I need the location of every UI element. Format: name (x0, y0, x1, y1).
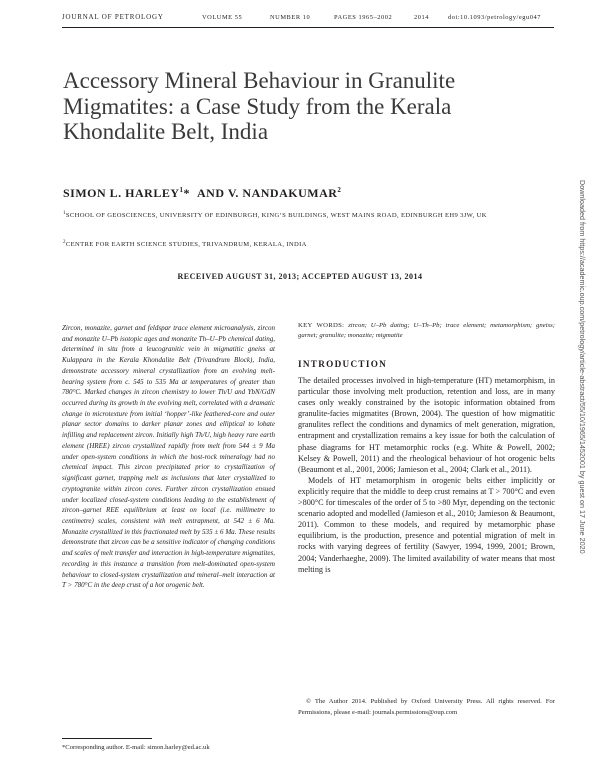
affiliation-1-text: SCHOOL OF GEOSCIENCES, UNIVERSITY OF EDINBURGH, KING’S BUILDINGS, WEST MAINS ROAD, EDINBURGH EH9 3JW, UK (65, 212, 487, 220)
copyright-notice: © The Author 2014. Published by Oxford University Press. All rights reserved. For Permissions, please e-mail: journals.permissions@oup.com (298, 698, 555, 716)
abstract: Zircon, monazite, garnet and feldspar trace element microanalysis, zircon and monazite U–Pb isotopic ages and monazite Th–U–Pb chemical dating, determined in situ from a leucogranitic vein in migmatitic gneiss at Kulappara in the Kerala Khondalite Belt (Trivandrum Block), India, demonstrate accessory mineral crystallization from an evolving melt-bearing system from c. 545 to 535 Ma at temperatures of greater than 780°C. Marked changes in zircon chemistry to lower Th/U and YbN/GdN occurred during its growth in the evolving melt, correlated with a dramatic change in microtexture from initial ‘hopper’-like feathered-core and outer planar sector domains to darker planar zones and elliptical to lobate infilling and replacement zircon. Initially high Th/U, high heavy rare earth element (HREE) zircon crystallized rapidly from melt from 544 ± 9 Ma under open-system conditions in which the host-rock mineralogy had no chemical impact. This zircon precipitated prior to crystallization of significant garnet, trapping melt as inclusions that later crystallized to cryptogranite within zircon cores. Further zircon crystallization ensued under localized closed-system conditions leading to the establishment of zircon–garnet REE equilibrium at least on local (i.e. millimetre to centimetre) scales, consistent with melt entrapment, at 542 ± 6 Ma. Monazite crystallized in this fractionated melt by 535 ± 6 Ma. These results demonstrate that zircon can be a sensitive indicator of changing conditions and scales of melt transfer and interaction in high-temperature migmatites, recording in this instance a transition from melt-dominated open-system behaviour to closed-system crystallization and mineral–melt interaction at T > 780°C in the deep crust of a hot orogenic belt. (62, 324, 275, 590)
affiliation-2-text: CENTRE FOR EARTH SCIENCE STUDIES, TRIVANDRUM, KERALA, INDIA (65, 241, 307, 249)
download-watermark-text: Downloaded from https://academic.oup.com/petrology/article-abstract/55/10/1965/1452001 by guest on 17 June 2020 (578, 180, 587, 554)
author-2-name[interactable]: V. NANDAKUMAR (227, 186, 338, 200)
year-label: 2014 (414, 14, 429, 21)
download-watermark (578, 180, 597, 590)
author-2-affil-sup: 2 (337, 186, 342, 194)
introduction-heading: INTRODUCTION (298, 359, 388, 369)
affiliation-2 (63, 237, 553, 250)
author-1-affil-sup: 1 (179, 186, 184, 194)
corresponding-mark: * (183, 186, 191, 200)
corresponding-author-footnote: *Corresponding author. E-mail: simon.harley@ed.ac.uk (62, 744, 210, 751)
running-header (62, 12, 554, 26)
pages-label: PAGES 1965–2002 (334, 14, 393, 21)
keywords-list: zircon; U–Pb dating; U–Th–Pb; trace element; metamorphism; gneiss; garnet; granulite; monazite; migmatite (298, 322, 555, 340)
footnote-rule (62, 738, 152, 739)
author-conjunction: AND (197, 186, 225, 200)
doi-link[interactable]: doi:10.1093/petrology/egu047 (448, 14, 541, 21)
introduction-body (298, 375, 555, 575)
article-title: Accessory Mineral Behaviour in Granulite Migmatites: a Case Study from the Kerala Khondalite Belt, India (63, 68, 456, 144)
author-line (63, 186, 341, 201)
journal-name: JOURNAL OF PETROLOGY (62, 13, 164, 21)
keywords-label: KEY WORDS: (298, 322, 345, 329)
intro-paragraph-2: Models of HT metamorphism in orogenic belts either implicitly or explicitly require that the middle to deep crust remains at T > 700°C and even >800°C for timescales of the order of 5 to >80 Myr, depending on the tectonic scenario adopted and modelled (Jamieson et al., 2010; Jamieson & Beaumont, 2011). Common to these models, and required by metamorphic phase equilibrium, is the production, presence and potential migration of melt in rocks with varying degrees of fertility (Sawyer, 1994, 1999, 2001; Brown, 2004; Vanderhaeghe, 2009). The limited availability of water means that most melting is (298, 475, 555, 574)
header-rule (62, 27, 554, 28)
affiliation-2-sup: 2 (63, 240, 66, 245)
intro-paragraph-1: The detailed processes involved in high-temperature (HT) metamorphism, in particular those involving melt production, retention and loss, are in many cases only weakly constrained by the isotopic information obtained from granulite-facies migmatites (Brown, 2004). The question of how migmatitic granulites reflect the conditions and dynamics of melt generation, migration, entrapment and crystallization remains a key issue for both the calculation of phase diagrams for HT metamorphic rocks (e.g. White & Powell, 2002; Kelsey & Powell, 2011) and the rheological behaviour of hot orogenic belts (Beaumont et al., 2001, 2006; Jamieson et al., 2004; Clark et al., 2011). (298, 376, 555, 474)
keywords (298, 321, 555, 341)
received-accepted-dates: RECEIVED AUGUST 31, 2013; ACCEPTED AUGUST 13, 2014 (177, 272, 423, 281)
author-1-name[interactable]: SIMON L. HARLEY (63, 186, 180, 200)
number-label: NUMBER 10 (270, 14, 311, 21)
volume-label: VOLUME 55 (202, 14, 243, 21)
affiliation-1 (63, 208, 553, 221)
affiliation-1-sup: 1 (63, 211, 66, 216)
